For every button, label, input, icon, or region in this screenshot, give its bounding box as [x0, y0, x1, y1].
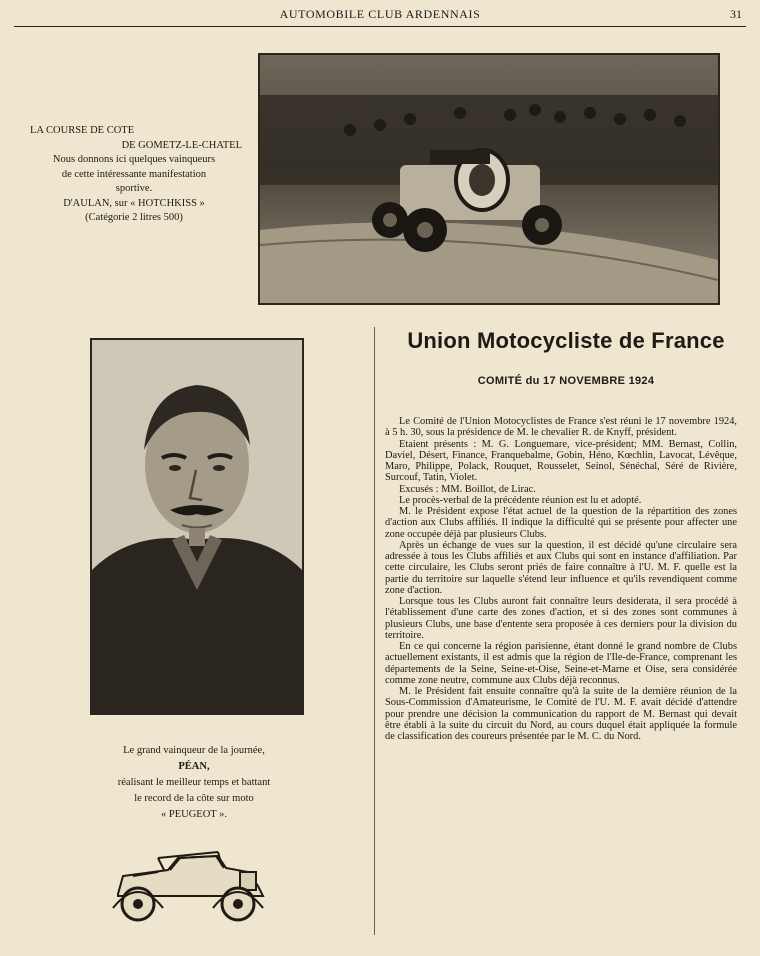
portrait-caption-line: réalisant le meilleur temps et battant: [117, 777, 271, 788]
article-paragraph: En ce qui concerne la région parisienne, étant donné le grand nombre de Clubs actuellement existants, il est admis que la région de l'Ile-de-France, comprenant les départements de la Seine, Seine-et-Oise, Seine-et-Marne et Oise, sera considérée comme zone neutre, commune aux Clubs déjà reconnus.: [385, 641, 737, 686]
portrait-caption-name: PÉAN,: [178, 761, 210, 772]
vintage-car-illustration: [98, 846, 278, 926]
article-body: [385, 416, 737, 742]
article-paragraph: Le Comité de l'Union Motocyclistes de France s'est réuni le 17 novembre 1924, à 5 h. 30, sous la présidence de M. le chevalier R. de Knyff, président.: [385, 416, 737, 439]
article-paragraph: Lorsque tous les Clubs auront fait connaître leurs desiderata, il sera procédé à l'établissement d'une carte des zones d'action, et si des zones sont communes à plusieurs Clubs, une base d'entente sera proposée à ces derniers pour la division du territoire.: [385, 596, 737, 641]
race-caption-line: (Catégorie 2 litres 500): [85, 212, 183, 223]
race-caption-line: DE GOMETZ-LE-CHATEL: [121, 139, 242, 151]
page-number: 31: [730, 7, 742, 21]
pean-portrait-photo: [90, 338, 304, 715]
race-caption-line: de cette intéressante manifestation: [61, 168, 207, 180]
race-caption-line: LA COURSE DE COTE: [30, 125, 135, 136]
article-paragraph: M. le Président expose l'état actuel de la question de la répartition des zones d'action aux Clubs affiliés. Il indique la difficulté qui se présente pour affecter une zone occupée déjà par plusieurs Clubs.: [385, 506, 737, 540]
race-caption-line: sportive.: [115, 183, 153, 194]
race-caption: [20, 124, 248, 226]
article-title: Union Motocycliste de France: [407, 328, 725, 353]
article-paragraph: Etaient présents : M. G. Longuemare, vice-président; MM. Bernast, Collin, Daviel, Désert, Finance, Franquebalme, Gobin, Héno, Kœchlin, Lavocat, Lévêque, Maro, Philippe, Polack, Rouquet, Rousselet, Seinol, Sénéchal, Séré de Rivière, Surcouf, Tatin, Violet.: [385, 438, 737, 484]
race-caption-line: D'AULAN, sur « HOTCHKISS »: [63, 197, 205, 209]
portrait-caption: [84, 743, 304, 823]
race-caption-line: Nous donnons ici quelques vainqueurs: [52, 154, 216, 165]
article-subtitle: COMITÉ du 17 NOVEMBRE 1924: [477, 375, 655, 387]
journal-title: AUTOMOBILE CLUB ARDENNAIS: [279, 7, 481, 21]
portrait-caption-line: le record de la côte sur moto: [134, 793, 254, 804]
article-paragraph: M. le Président fait ensuite connaître qu'à la suite de la dernière réunion de la Sous-Commission d'Amateurisme, le Comité de l'U. M. F. avait décidé d'attendre pour prendre une décision la communication du rapport de M. Bernast qui devait être établi à la suite du circuit du Nord, au cours duquel était appliquée la formule de classification des coureurs présentée par le M. C. du Nord.: [385, 686, 737, 742]
portrait-caption-line: « PEUGEOT ».: [160, 809, 227, 820]
article-paragraph: Après un échange de vues sur la question, il est décidé qu'une circulaire sera adressée à tous les Clubs affiliés et aux Clubs qui sont en instance d'affiliation. Par cette circulaire, les Clubs seront priés de faire connaître à l'U. M. F. quelle est la partie du territoire sur laquelle s'étend leur influence et qu'ils revendiquent comme zone d'action.: [385, 539, 737, 596]
column-divider: [374, 327, 375, 935]
race-car-photo: [258, 53, 720, 305]
page-header: [14, 4, 746, 27]
article-paragraph: Excusés : MM. Boillot, de Lirac.: [399, 483, 536, 495]
portrait-caption-line: Le grand vainqueur de la journée,: [123, 745, 265, 756]
article-paragraph: Le procès-verbal de la précédente réunion est lu et adopté.: [399, 494, 642, 506]
